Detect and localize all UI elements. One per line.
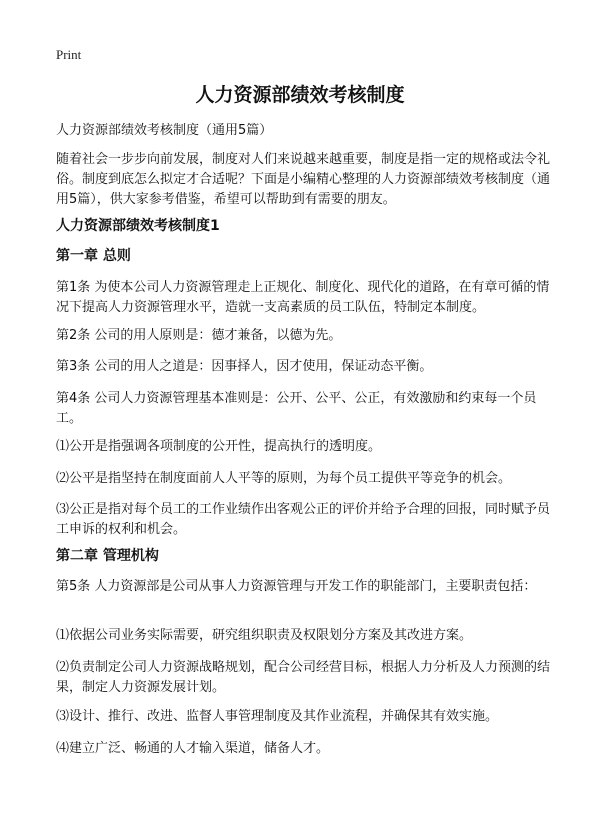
article-3: 第3条 公司的用人之道是：因事择人，因才使用，保证动态平衡。 [56, 359, 433, 374]
article-4: 第4条 公司人力资源管理基本准则是：公开、公平、公正，有效激励和约束每一个员工。 [56, 391, 537, 426]
article-4-item-2: ⑵公平是指坚持在制度面前人人平等的原则，为每个员工提供平等竞争的机会。 [56, 471, 512, 486]
section-heading: 人力资源部绩效考核制度1 [56, 218, 220, 234]
article-5-item-3: ⑶设计、推行、改进、监督人事管理制度及其作业流程，并确保其有效实施。 [56, 709, 499, 724]
article-5-item-4: ⑷建立广泛、畅通的人才输入渠道，储备人才。 [56, 741, 330, 756]
chapter-heading-1: 第一章 总则 [56, 248, 131, 264]
article-5-item-2: ⑵负责制定公司人力资源战略规划，配合公司经营目标，根据人力分析及人力预测的结果，制定人力资源发展计划。 [56, 660, 551, 695]
article-5-item-1: ⑴依据公司业务实际需要，研究组织职责及权限划分方案及其改进方案。 [56, 628, 473, 643]
intro-paragraph: 随着社会一步步向前发展，制度对人们来说越来越重要，制度是指一定的规格或法令礼俗。制度到底怎么拟定才合适呢？下面是小编精心整理的人力资源部绩效考核制度（通用5篇），供大家参考借鉴，希望可以帮助到有需要的朋友。 [56, 152, 551, 207]
article-2: 第2条 公司的用人原则是：德才兼备，以德为先。 [56, 328, 342, 343]
chapter-heading-2: 第二章 管理机构 [56, 548, 159, 564]
document-subtitle: 人力资源部绩效考核制度（通用5篇） [56, 123, 273, 138]
page-title: 人力资源部绩效考核制度 [195, 84, 405, 106]
article-4-item-1: ⑴公开是指强调各项制度的公开性，提高执行的透明度。 [56, 439, 382, 454]
article-5: 第5条 人力资源部是公司从事人力资源管理与开发工作的职能部门，主要职责包括： [56, 579, 537, 594]
print-link[interactable]: Print [56, 47, 82, 62]
article-4-item-3: ⑶公正是指对每个员工的工作业绩作出客观公正的评价并给予合理的回报，同时赋予员工申诉的权利和机会。 [56, 502, 551, 537]
article-1: 第1条 为使本公司人力资源管理走上正规化、制度化、现代化的道路，在有章可循的情况下提高人力资源管理水平，造就一支高素质的员工队伍，特制定本制度。 [56, 280, 550, 315]
